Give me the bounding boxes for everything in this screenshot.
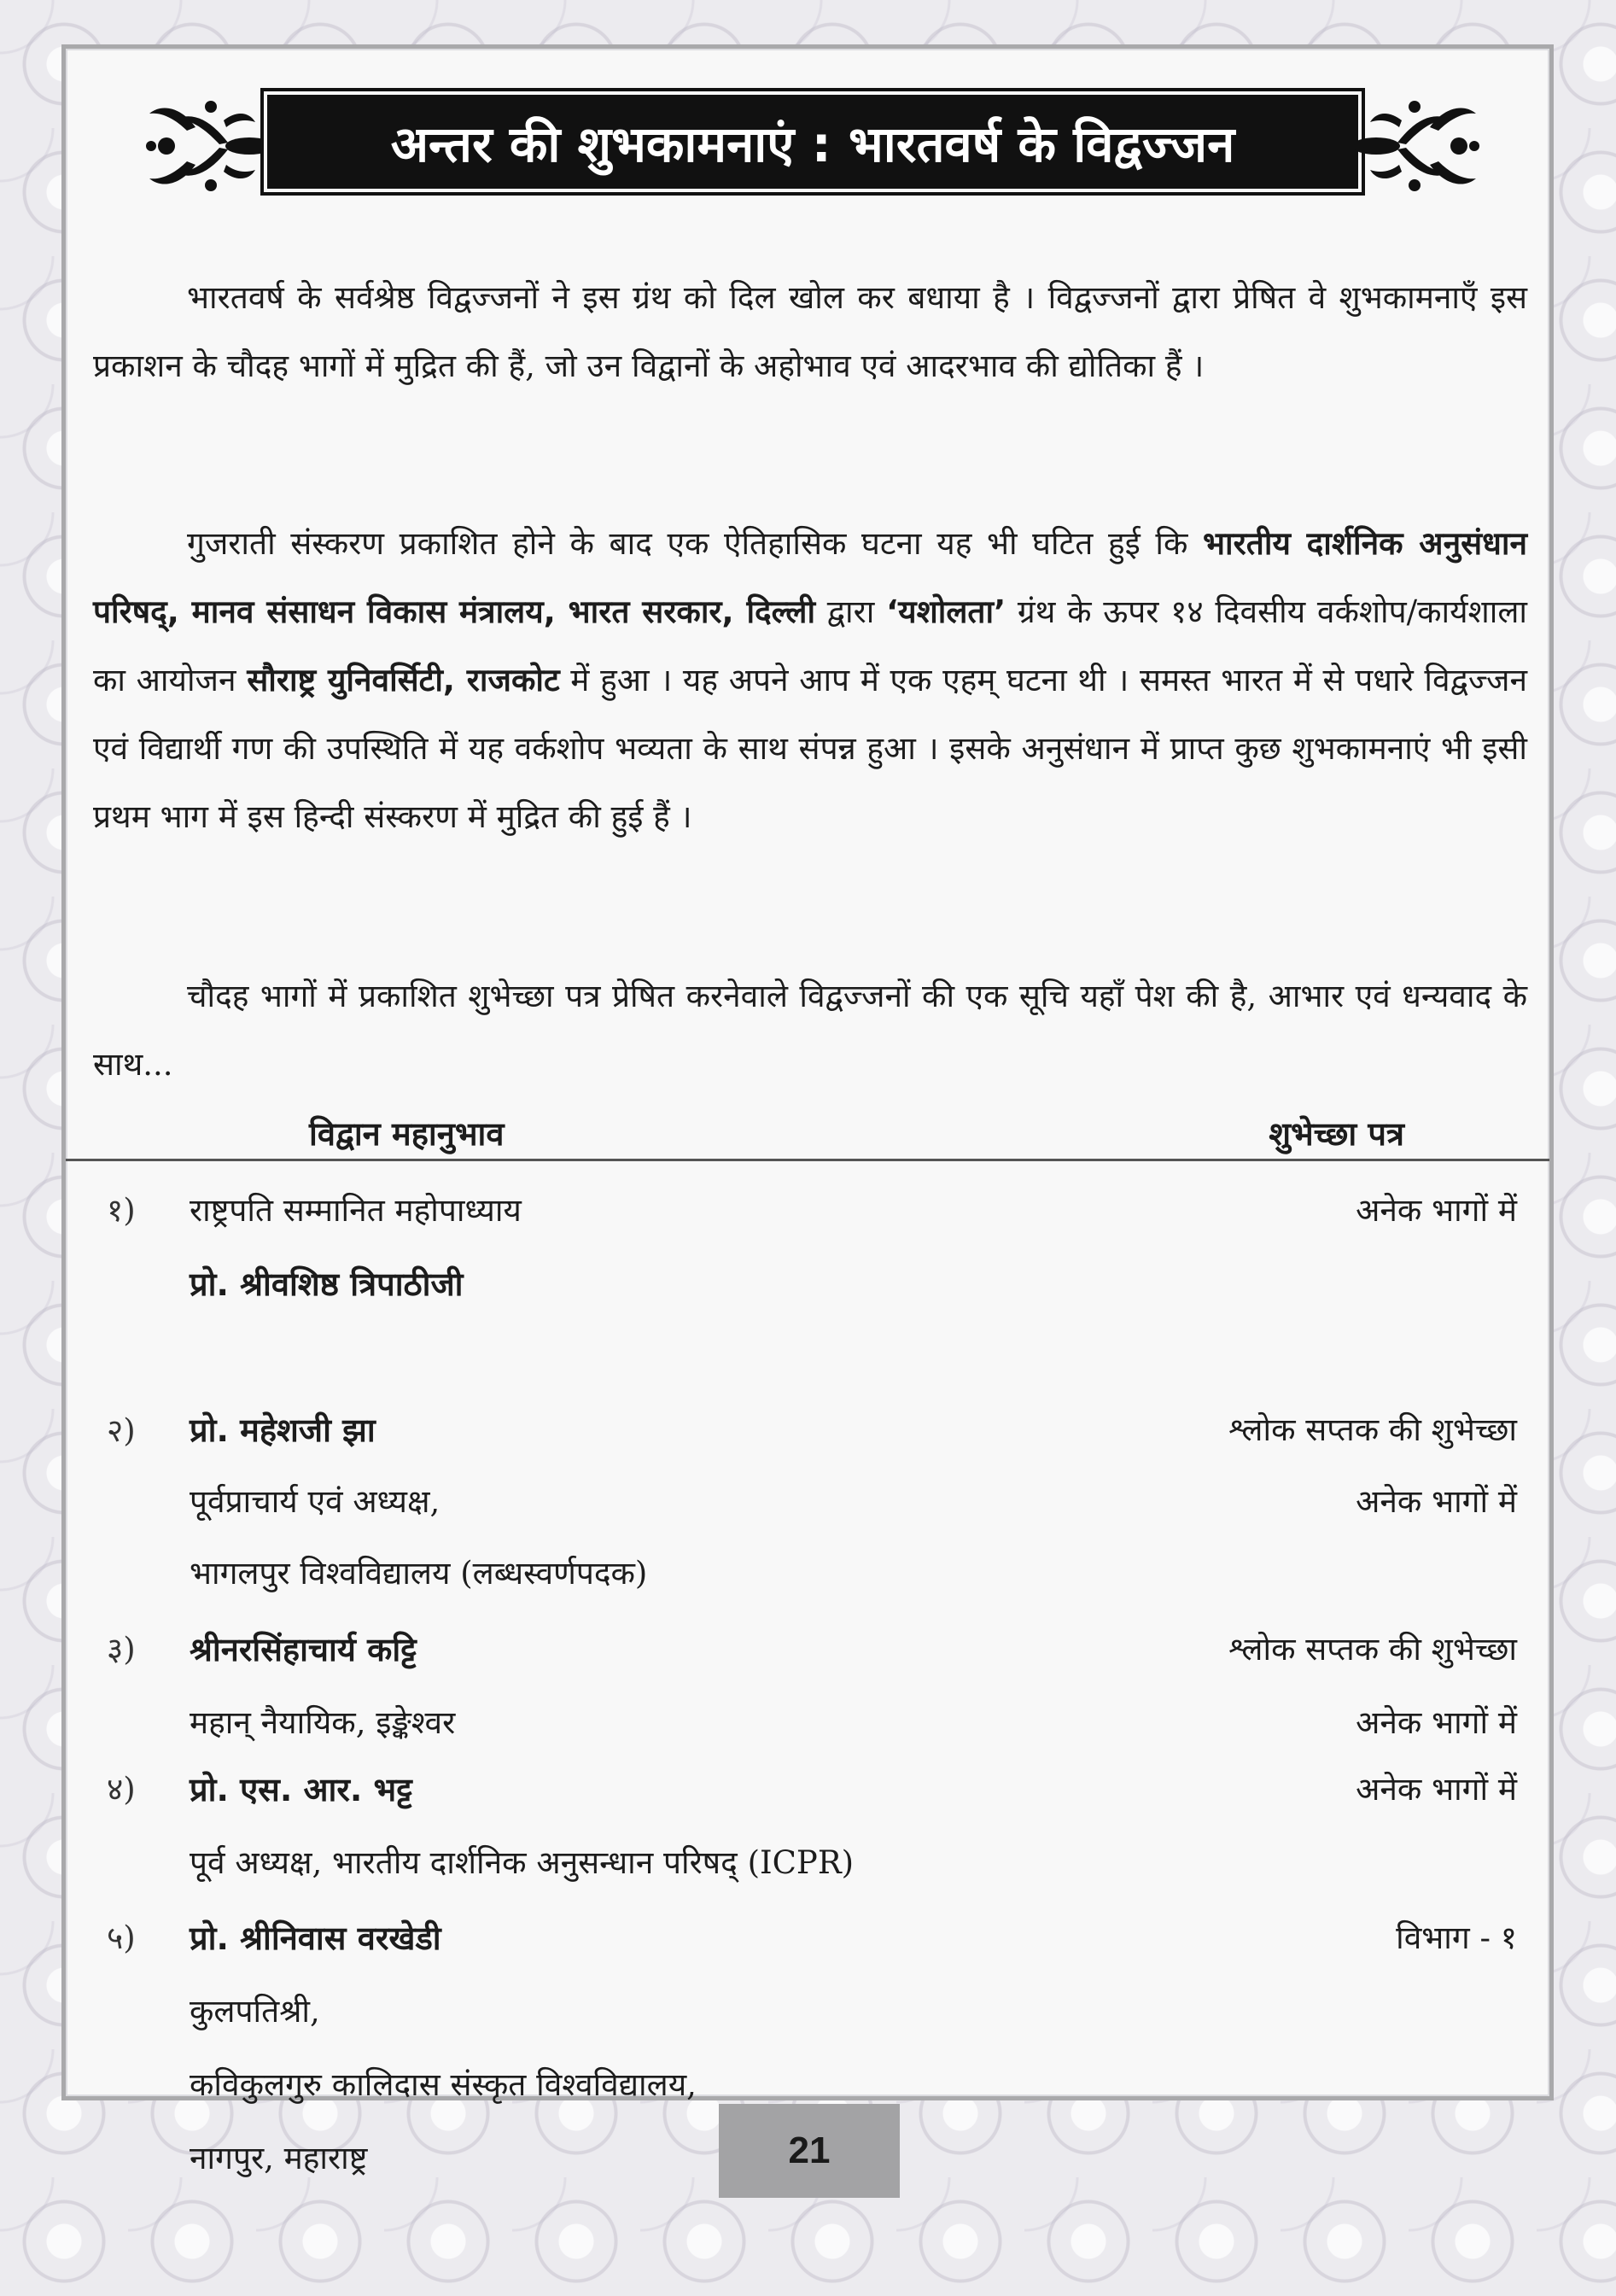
entry-reference: अनेक भागों में (1356, 1483, 1517, 1520)
scholar-list (66, 1174, 1549, 2195)
paragraph-2 (93, 510, 1527, 851)
entry-name: प्रो. श्रीवशिष्ठ त्रिपाठीजी (190, 1265, 464, 1303)
workshop-paragraph (93, 510, 1527, 851)
paragraph-2-bold-2: ‘यशोलता’ (886, 593, 1006, 630)
entry-reference: विभाग - १ (1396, 1919, 1517, 1956)
entry-line: कविकुलगुरु कालिदास संस्कृत विश्वविद्यालय, (190, 2066, 697, 2103)
column-header-greeting: शुभेच्छा पत्र (1269, 1115, 1404, 1153)
paragraph-2-text-1: गुजराती संस्करण प्रकाशित होने के बाद एक ऐतिहासिक घटना यह भी घटित हुई कि (187, 525, 1188, 562)
table-divider (66, 1159, 1549, 1161)
table-header (66, 1092, 1549, 1169)
entry-line: राष्ट्रपति सम्मानित महोपाध्याय (190, 1192, 522, 1229)
entry-name: प्रो. श्रीनिवास वरखेडी (190, 1919, 441, 1957)
entry-name: प्रो. महेशजी झा (190, 1411, 376, 1449)
paragraph-2-text-2: द्वारा (826, 593, 875, 630)
paragraph-2-bold-3: सौराष्ट्र युनिवर्सिटी, राजकोट (247, 662, 560, 698)
list-item (66, 1394, 1549, 1613)
entry-name: श्रीनरसिंहाचार्य कट्टि (190, 1631, 417, 1668)
intro-paragraph (93, 264, 1527, 400)
page-number-tab (719, 2104, 900, 2198)
entry-number: ५) (107, 1919, 136, 1956)
entry-reference: अनेक भागों में (1356, 1704, 1517, 1741)
entry-line: पूर्वप्राचार्य एवं अध्यक्ष, (190, 1483, 440, 1520)
entry-line: महान् नैयायिक, इङ्केश्वर (190, 1704, 456, 1741)
paragraph-3: चौदह भागों में प्रकाशित शुभेच्छा पत्र प्रेषित करनेवाले विद्वज्जनों की एक सूचि यहाँ पेश की है, आभार एवं धन्यवाद के साथ... (93, 978, 1527, 1083)
entry-name: प्रो. एस. आर. भट्ट (190, 1771, 412, 1808)
paragraph-2-text-4: में हुआ । यह अपने आप में एक एहम् घटना थी । समस्त भारत में से पधारे विद्वज्जन एवं विद्यार्थी गण की उपस्थिति में यह वर्कशोप भव्यता के साथ संपन्न हुआ । इसके अनुसंधान में प्राप्त कुछ शुभकामनाएं भी इसी प्रथम भाग में इस हिन्दी संस्करण में मुद्रित की हुई हैं । (93, 662, 1527, 835)
entry-reference: अनेक भागों में (1356, 1192, 1517, 1229)
entry-number: १) (107, 1192, 136, 1229)
entry-reference: श्लोक सप्तक की शुभेच्छा (1228, 1631, 1517, 1668)
title-bar (264, 91, 1362, 192)
paragraph-1: भारतवर्ष के सर्वश्रेष्ठ विद्वज्जनों ने इस ग्रंथ को दिल खोल कर बधाया है । विद्वज्जनों द्वारा प्रेषित वे शुभकामनाएँ इस प्रकाशन के चौदह भागों में मुद्रित की हैं, जो उन विद्वानों के अहोभाव एवं आदरभाव की द्योतिका हैं । (93, 279, 1527, 384)
paragraph-2-bold-1: भारतीय दार्शनिक अनुसंधान परिषद्, मानव संसाधन विकास मंत्रालय, भारत सरकार, दिल्ली (93, 525, 1527, 630)
entry-line: पूर्व अध्यक्ष, भारतीय दार्शनिक अनुसन्धान परिषद् (ICPR) (190, 1844, 855, 1881)
entry-line: कुलपतिश्री, (190, 1993, 320, 2030)
page-title: अन्तर की शुभकामनाएं : भारतवर्ष के विद्वज्जन (390, 114, 1235, 173)
list-item (66, 1753, 1549, 1902)
list-item (66, 1613, 1549, 1753)
entry-number: २) (107, 1412, 136, 1449)
list-intro-paragraph (93, 962, 1527, 1099)
column-header-scholar: विद्वान महानुभाव (309, 1115, 505, 1153)
entry-reference: श्लोक सप्तक की शुभेच्छा (1228, 1411, 1517, 1448)
heading-banner (143, 81, 1483, 209)
floral-ornament-right-icon (1338, 95, 1483, 197)
entry-number: ३) (107, 1631, 136, 1668)
entry-line: नागपुर, महाराष्ट्र (190, 2140, 368, 2176)
entry-reference: अनेक भागों में (1356, 1771, 1517, 1808)
paragraph-2-text-3: ग्रंथ के ऊपर १४ दिवसीय वर्कशोप/कार्यशाला का आयोजन (93, 593, 1527, 698)
entry-line: भागलपुर विश्वविद्यालय (लब्धस्वर्णपदक) (190, 1555, 648, 1592)
list-item (66, 1174, 1549, 1394)
entry-number: ४) (107, 1771, 136, 1808)
page-number: 21 (788, 2129, 831, 2171)
